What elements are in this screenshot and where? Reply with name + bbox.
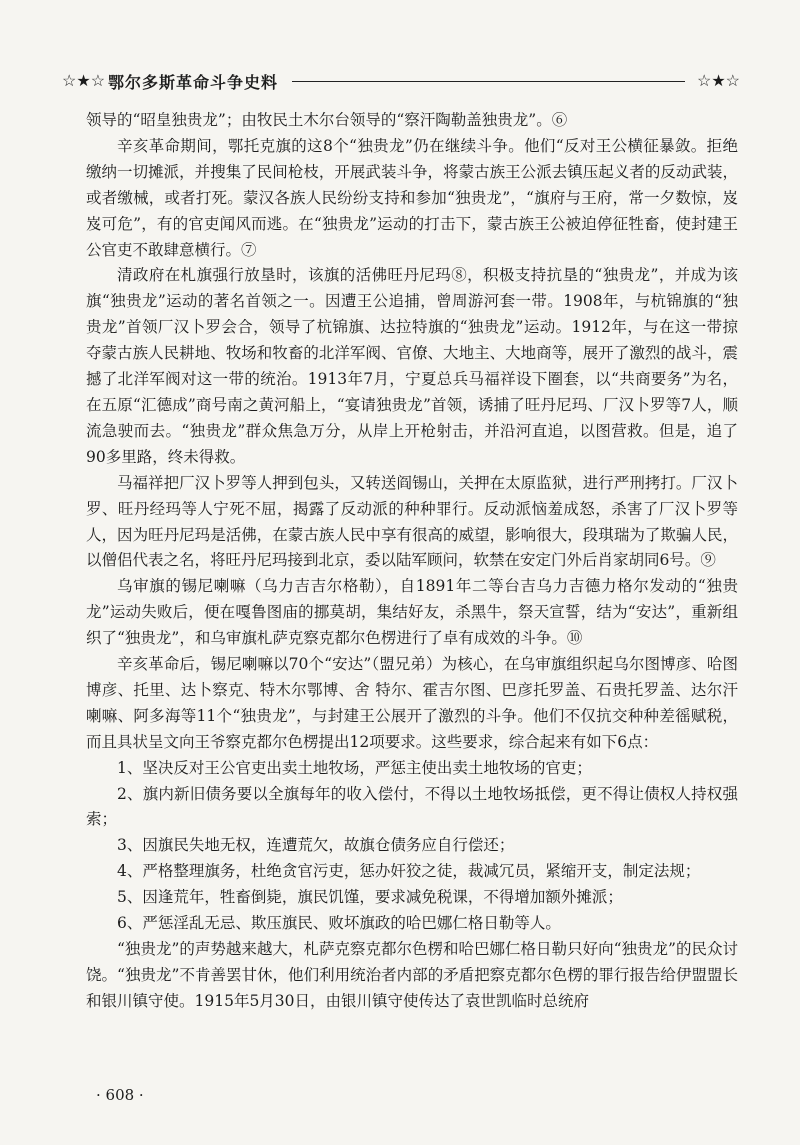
list-item: 1、坚决反对王公官吏出卖土地牧场，严惩主使出卖土地牧场的官吏；: [117, 758, 592, 777]
paragraph: 马福祥把厂汉卜罗等人押到包头，又转送阎锡山，关押在太原监狱，进行严刑拷打。厂汉卜罗、旺丹经玛等人宁死不屈，揭露了反动派的种种罪行。反动派恼羞成怒，杀害了厂汉卜罗等人，因为旺丹尼玛是活佛，在蒙古族人民中享有很高的威望，影响很大，段琪瑞为了欺骗人民，以僧侣代表之名，将旺丹尼玛接到北京，委以陆军顾问，软禁在安定门外后肖家胡同6号。⑨: [86, 473, 738, 570]
paragraph: 辛亥革命期间，鄂托克旗的这8个“独贵龙”仍在继续斗争。他们“反对王公横征暴敛。拒绝缴纳一切摊派，并搜集了民间枪枝，开展武装斗争，将蒙古族王公派去镇压起义者的反动武装，或者缴械，或者打死。蒙汉各族人民纷纷支持和参加“独贵龙”，“旗府与王府，常一夕数惊，岌岌可危”，有的官吏闻风而逃。在“独贵龙”运动的打击下，蒙古族王公被迫停征牲畜，使封建王公官吏不敢肆意横行。⑦: [86, 136, 738, 259]
paragraph: 清政府在札旗强行放垦时，该旗的活佛旺丹尼玛⑧，积极支持抗垦的“独贵龙”，并成为该旗“独贵龙”运动的著名首领之一。因遭王公追捕，曾周游河套一带。1908年，与杭锦旗的“独贵龙”首领厂汉卜罗会合，领导了杭锦旗、达拉特旗的“独贵龙”运动。1912年，与在这一带掠夺蒙古族人民耕地、牧场和牧畜的北洋军阀、官僚、大地主、大地商等，展开了激烈的战斗，震撼了北洋军阀对这一带的统治。1913年7月，宁夏总兵马福祥设下圈套，以“共商要务”为名，在五原“汇德成”商号南之黄河船上，“宴请独贵龙”首领，诱捕了旺丹尼玛、厂汉卜罗等7人，顺流急驶而去。“独贵龙”群众焦急万分，从岸上开枪射击，并沿河直追，以图营救。但是，追了90多里路，终未得救。: [86, 266, 738, 466]
list-item: 6、严惩淫乱无忌、欺压旗民、败坏旗政的哈巴娜仁格日勒等人。: [117, 914, 561, 933]
header-rule: [292, 81, 685, 82]
body-text: [86, 108, 738, 1015]
list-item: 2、旗内新旧债务要以全旗每年的收入偿付，不得以土地牧场抵偿，更不得让债权人持权强索；: [86, 784, 738, 829]
paragraph: 辛亥革命后，锡尼喇嘛以70个“安达”（盟兄弟）为核心，在乌审旗组织起乌尔图博彦、哈图博彦、托里、达卜察克、特木尔鄂博、舍 特尔、霍吉尔图、巴彦托罗盖、石贵托罗盖、达尔汗喇嘛、阿多海等11个“独贵龙”，与封建王公展开了激烈的斗争。他们不仅抗交种种差徭赋税，而且具状呈文向王爷察克都尔色楞提出12项要求。这些要求，综合起来有如下6点：: [86, 655, 738, 751]
list-item: 3、因旗民失地无权，连遭荒欠，故旗仓债务应自行偿还；: [117, 836, 515, 855]
paragraph: “独贵龙”的声势越来越大，札萨克察克都尔色楞和哈巴娜仁格日勒只好向“独贵龙”的民众讨饶。“独贵龙”不肯善罢甘休，他们利用统治者内部的矛盾把察克都尔色楞的罪行报告给伊盟盟长和银川镇守使。1915年5月30日，由银川镇守使传达了袁世凯临时总统府: [86, 940, 738, 1010]
running-header-title: 鄂尔多斯革命斗争史料: [108, 72, 279, 92]
paragraph: 领导的“昭皇独贵龙”；由牧民土木尔台领导的“察汗陶勒盖独贵龙”。⑥: [86, 111, 568, 129]
page-number: · 608 ·: [96, 1086, 144, 1104]
list-item: 4、严格整理旗务，杜绝贪官污吏，惩办奸狡之徒，裁减冗员，紧缩开支，制定法规；: [117, 862, 701, 881]
running-header: [62, 68, 740, 94]
list-item: 5、因逢荒年，牲畜倒毙，旗民饥馑，要求减免税课，不得增加额外摊派；: [117, 888, 623, 907]
header-stars-right: ☆★☆: [696, 71, 740, 90]
paragraph: 乌审旗的锡尼喇嘛（乌力吉吉尔格勒），自1891年二等台吉乌力吉德力格尔发动的“独贵龙”运动失败后，便在嘎鲁图庙的挪莫胡，集结好友，杀黑牛，祭天宣誓，结为“安达”，重新组织了“独贵龙”，和乌审旗札萨克察克都尔色楞进行了卓有成效的斗争。⑩: [86, 577, 738, 648]
header-stars-left: ☆★☆: [62, 71, 106, 90]
